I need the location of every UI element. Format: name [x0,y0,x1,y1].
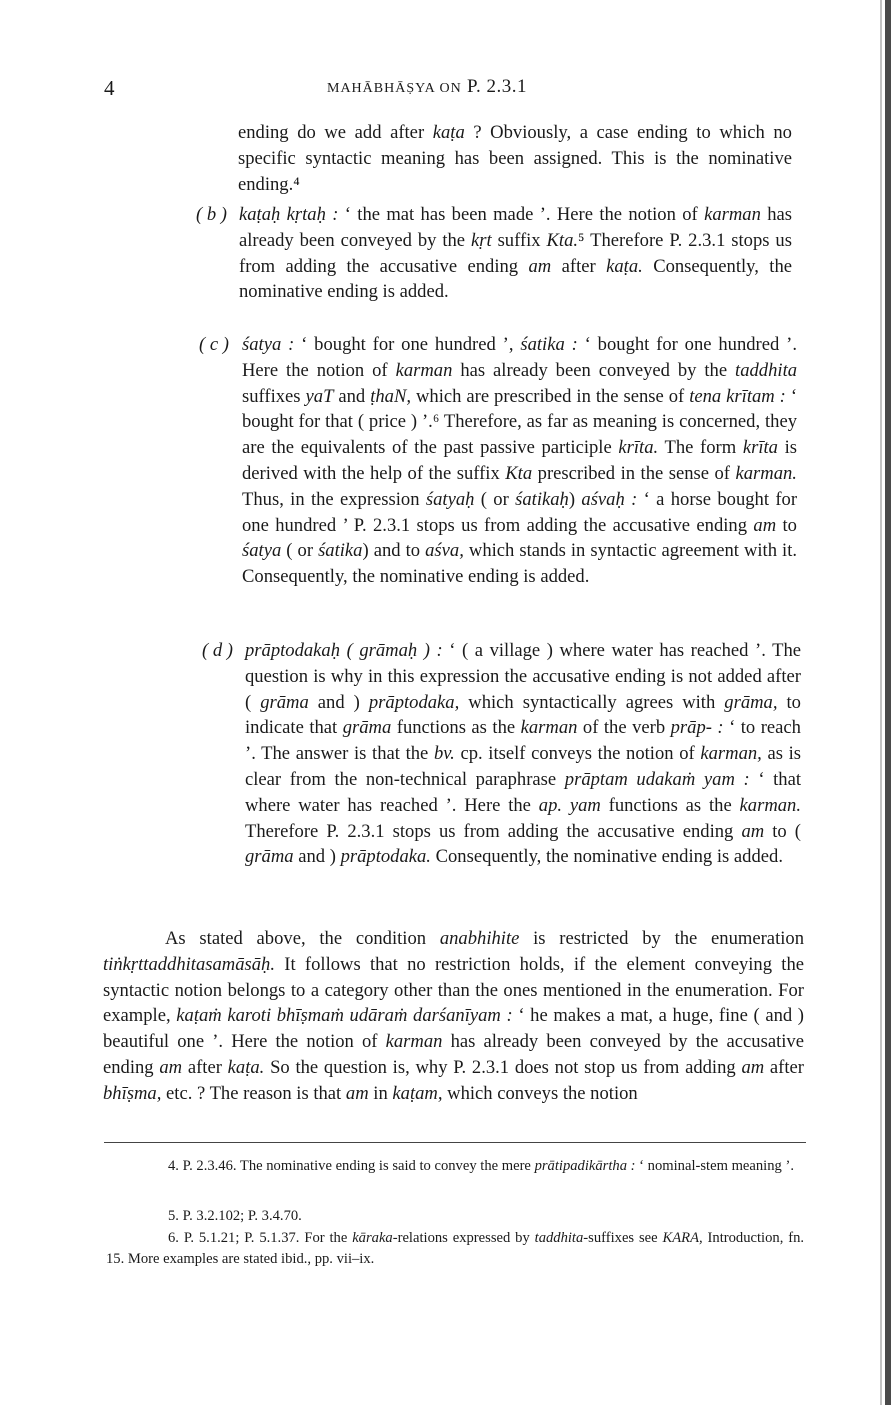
page-number: 4 [104,76,115,100]
scan-edge-bar [885,0,891,1405]
footnote-6: 6. P. 5.1.21; P. 5.1.37. For the kāraka-relations expressed by taddhita-suffixes see KARA, Introduction, fn. 15. More examples are stated ibid., pp. vii–ix. [106,1230,805,1267]
scan-edge-shadow [880,0,882,1405]
running-head [327,76,527,98]
running-head-title: MAHĀBHĀṢYA ON [327,81,462,96]
paragraph-d: prāptodakaḥ ( grāmaḥ ) : ‘ ( a village ) where water has reached ’. The question is why in this expression the accusative ending is not added after ( grāma and ) prāptodaka, which syntactically agrees with grāma, to indicate that grāma functions as the karman of the verb prāp- : ‘ to reach ’. The answer is that the bv. cp. itself conveys the notion of karman, as is clear from the non-technical paraphrase prāptam udakaṁ yam : ‘ that where water has reached ’. Here the ap. yam functions as the karman. Therefore P. 2.3.1 stops us from adding the accusative ending am to ( grāma and ) prāptodaka. Consequently, the nominative ending is added. [245,640,802,868]
item-d-marker: ( d ) [202,640,233,661]
item-b-marker: ( b ) [196,204,227,225]
paragraph-a-continuation: ending do we add after kaṭa ? Obviously, a case ending to which no specific syntactic meaning has been assigned. This is the nominative ending.⁴ [238,122,792,195]
paragraph-c: śatya : ‘ bought for one hundred ’, śatika : ‘ bought for one hundred ’. Here the notion of karman has already been conveyed by the taddhita suffixes yaT and ṭhaN, which are prescribed in the sense of tena krītam : ‘ bought for that ( price ) ’.⁶ Therefore, as far as meaning is concerned, they are the equivalents of the past passive participle krīta. The form krīta is derived with the help of the suffix Kta prescribed in the sense of karman. Thus, in the expression śatyaḥ ( or śatikaḥ) aśvaḥ : ‘ a horse bought for one hundred ’ P. 2.3.1 stops us from adding the accusative ending am to śatya ( or śatika) and to aśva, which stands in syntactic agreement with it. Consequently, the nominative ending is added. [242,334,798,588]
footnote-rule [104,1142,806,1143]
footnote-5: 5. P. 3.2.102; P. 3.4.70. [168,1208,302,1224]
running-head-ref: P. 2.3.1 [467,76,527,97]
paragraph-b: kaṭaḥ kṛtaḥ : ‘ the mat has been made ’. Here the notion of karman has already been conveyed by the kṛt suffix Kta.⁵ Therefore P. 2.3.1 stops us from adding the accusative ending am after kaṭa. Consequently, the nominative ending is added. [239,204,793,303]
main-paragraph: As stated above, the condition anabhihite is restricted by the enumeration tiṅkṛttaddhitasamāsāḥ. It follows that no restriction holds, if the element conveying the syntactic notion belongs to a category other than the ones mentioned in the enumeration. For example, kaṭaṁ karoti bhīṣmaṁ udāraṁ darśanīyam : ‘ he makes a mat, a huge, fine ( and ) beautiful one ’. Here the notion of karman has already been conveyed by the accusative ending am after kaṭa. So the question is, why P. 2.3.1 does not stop us from adding am after bhīṣma, etc. ? The reason is that am in kaṭam, which conveys the notion [103,928,805,1104]
item-c-marker: ( c ) [199,334,229,355]
footnote-4: 4. P. 2.3.46. The nominative ending is said to convey the mere prātipadikārtha : ‘ nominal-stem meaning ’. [168,1158,794,1174]
